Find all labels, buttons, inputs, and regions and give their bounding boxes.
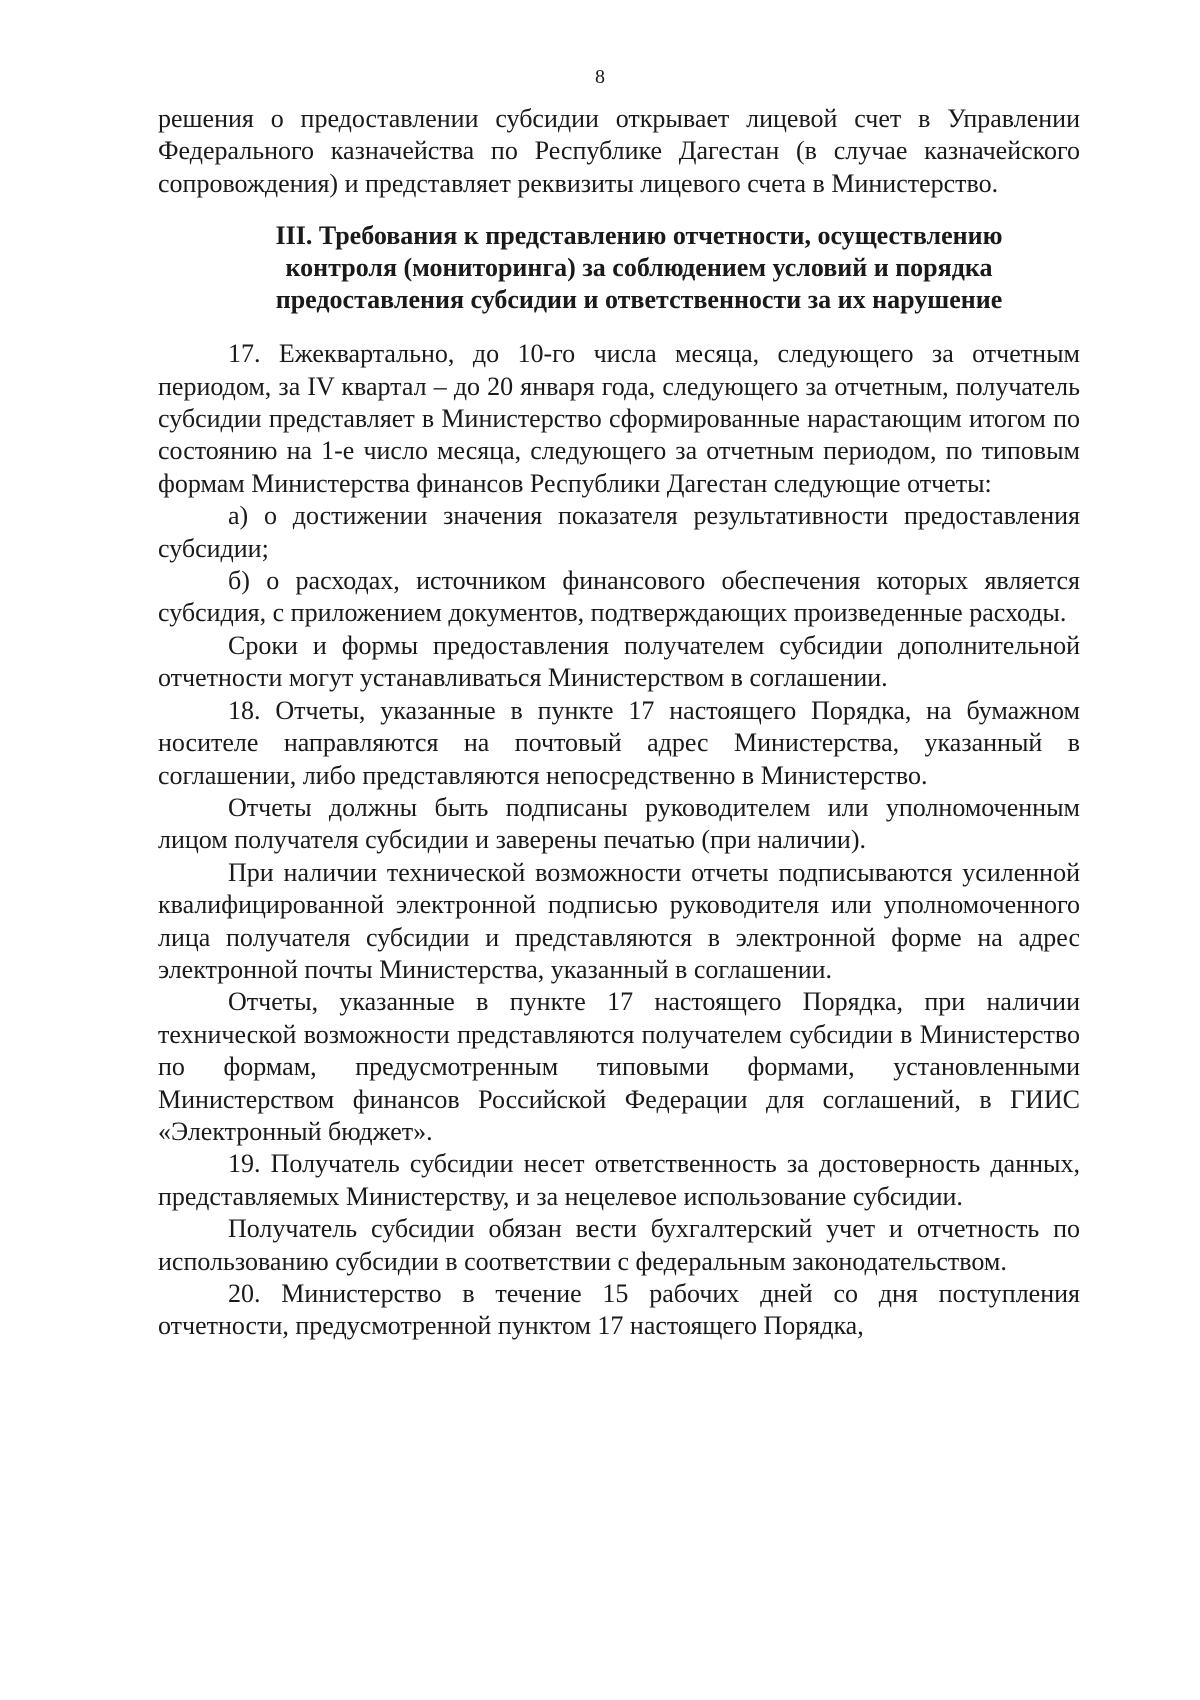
section-heading (158, 220, 1080, 316)
paragraph-additional-reporting: Сроки и формы предоставления получателем субсидии дополнительной отчетности могут устанавливаться Министерством в соглашении. (158, 630, 1080, 693)
intro-paragraph: решения о предоставлении субсидии открывает лицевой счет в Управлении Федерального казначейства по Республике Дагестан (в случае казначейского сопровождения) и представляет реквизиты лицевого счета в Министерство. (158, 104, 1080, 198)
paragraph-17: 17. Ежеквартально, до 10-го числа месяца, следующего за отчетным периодом, за IV квартал – до 20 января года, следующего за отчетным, получатель субсидии представляет в Министерство сформированные нарастающим итогом по состоянию на 1-е число месяца, следующего за отчетным периодом, по типовым формам Министерства финансов Республики Дагестан следующие отчеты: (158, 339, 1080, 498)
paragraph-19: 19. Получатель субсидии несет ответственность за достоверность данных, представляемых Министерству, и за нецелевое использование субсидии. (158, 1149, 1080, 1211)
paragraph-17-item-b: б) о расходах, источником финансового обеспечения которых является субсидия, с приложением документов, подтверждающих произведенные расходы. (158, 566, 1080, 628)
paragraph-17-item-a: а) о достижении значения показателя результативности предоставления субсидии; (158, 501, 1080, 563)
section-heading-line-2: контроля (мониторинга) за соблюдением условий и порядка (285, 253, 993, 283)
paragraph-giis: Отчеты, указанные в пункте 17 настоящего Порядка, при наличии технической возможности представляются получателем субсидии в Министерство по формам, предусмотренным типовыми формами, установленными Министерством финансов Российской Федерации для соглашений, в ГИИС «Электронный бюджет». (158, 987, 1080, 1146)
page-number: 8 (595, 66, 605, 88)
paragraph-electronic-signature: При наличии технической возможности отчеты подписываются усиленной квалифицированной электронной подписью руководителя или уполномоченного лица получателя субсидии и представляются в электронной форме на адрес электронной почты Министерства, указанный в соглашении. (158, 857, 1080, 984)
document-body (158, 103, 1080, 1343)
paragraph-signature: Отчеты должны быть подписаны руководителем или уполномоченным лицом получателя субсидии и заверены печатью (при наличии). (158, 792, 1080, 855)
paragraph-18: 18. Отчеты, указанные в пункте 17 настоящего Порядка, на бумажном носителе направляются на почтовый адрес Министерства, указанный в соглашении, либо представляются непосредственно в Министерство. (158, 695, 1080, 790)
section-heading-line-1: III. Требования к представлению отчетности, осуществлению (275, 221, 1003, 251)
paragraph-accounting: Получатель субсидии обязан вести бухгалтерский учет и отчетность по использованию субсидии в соответствии с федеральным законодательством. (158, 1214, 1080, 1276)
section-heading-line-3: предоставления субсидии и ответственности за их нарушение (275, 285, 1003, 315)
paragraph-20: 20. Министерство в течение 15 рабочих дней со дня поступления отчетности, предусмотренной пунктом 17 настоящего Порядка, (158, 1279, 1080, 1341)
